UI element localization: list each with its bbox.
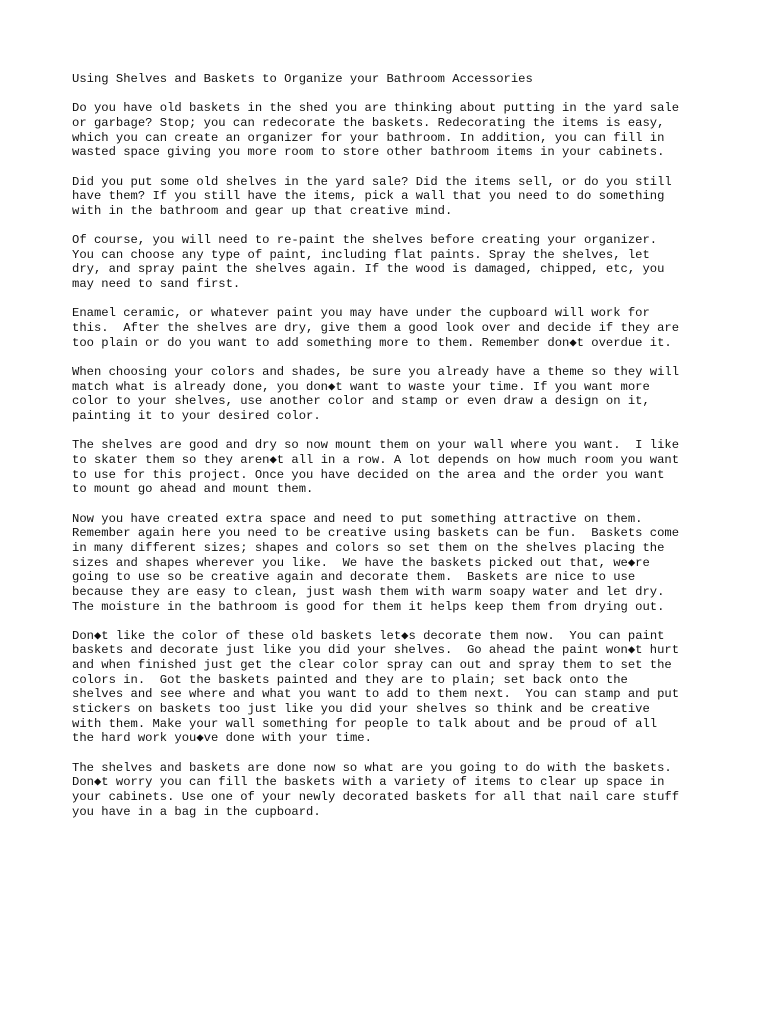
- text-line: dry, and spray paint the shelves again. If the wood is damaged, chipped, etc, you: [72, 262, 665, 277]
- text-line: you have in a bag in the cupboard.: [72, 804, 321, 819]
- text-line: Enamel ceramic, or whatever paint you may have under the cupboard will work for: [72, 306, 650, 321]
- paragraph-2: [72, 175, 712, 219]
- text-line: going to use so be creative again and decorate them. Baskets are nice to use: [72, 570, 636, 585]
- text-line: have them? If you still have the items, pick a wall that you need to do something: [72, 189, 665, 204]
- paragraph-9: [72, 761, 712, 820]
- text-line: too plain or do you want to add something more to them. Remember don◆t overdue it.: [72, 335, 672, 350]
- document-title: Using Shelves and Baskets to Organize your Bathroom Accessories: [72, 72, 533, 86]
- paragraph-8: [72, 629, 712, 746]
- text-line: Now you have created extra space and need to put something attractive on them.: [72, 511, 643, 526]
- text-line: Of course, you will need to re-paint the shelves before creating your organizer.: [72, 233, 658, 248]
- text-line: When choosing your colors and shades, be sure you already have a theme so they will: [72, 365, 680, 380]
- text-line: to skater them so they aren◆t all in a row. A lot depends on how much room you want: [72, 452, 680, 467]
- document-page: [72, 72, 712, 834]
- text-line: in many different sizes; shapes and colors so set them on the shelves placing the: [72, 540, 665, 555]
- text-line: shelves and see where and what you want to add to them next. You can stamp and put: [72, 687, 680, 702]
- text-line: Did you put some old shelves in the yard sale? Did the items sell, or do you still: [72, 174, 672, 189]
- paragraph-5: [72, 365, 712, 424]
- text-line: may need to sand first.: [72, 277, 241, 292]
- paragraph-3: [72, 233, 712, 292]
- text-line: wasted space giving you more room to store other bathroom items in your cabinets.: [72, 145, 665, 160]
- text-line: You can choose any type of paint, including flat paints. Spray the shelves, let: [72, 247, 650, 262]
- text-line: or garbage? Stop; you can redecorate the baskets. Redecorating the items is easy,: [72, 115, 665, 130]
- text-line: The moisture in the bathroom is good for them it helps keep them from drying out.: [72, 599, 665, 614]
- paragraph-6: [72, 438, 712, 497]
- paragraph-4: [72, 306, 712, 350]
- text-line: sizes and shapes wherever you like. We have the baskets picked out that, we◆re: [72, 555, 650, 570]
- text-line: and when finished just get the clear color spray can out and spray them to set the: [72, 658, 672, 673]
- text-line: which you can create an organizer for your bathroom. In addition, you can fill in: [72, 130, 665, 145]
- paragraph-1: [72, 101, 712, 160]
- text-line: this. After the shelves are dry, give them a good look over and decide if they are: [72, 321, 680, 336]
- text-line: The shelves are good and dry so now mount them on your wall where you want. I like: [72, 438, 680, 453]
- text-line: with them. Make your wall something for people to talk about and be proud of all: [72, 716, 658, 731]
- text-line: Do you have old baskets in the shed you are thinking about putting in the yard sale: [72, 101, 680, 116]
- text-line: stickers on baskets too just like you did your shelves so think and be creative: [72, 702, 650, 717]
- text-line: because they are easy to clean, just wash them with warm soapy water and let dry.: [72, 584, 665, 599]
- text-line: painting it to your desired color.: [72, 409, 321, 424]
- text-line: colors in. Got the baskets painted and they are to plain; set back onto the: [72, 672, 628, 687]
- text-line: to use for this project. Once you have decided on the area and the order you want: [72, 467, 665, 482]
- text-line: to mount go ahead and mount them.: [72, 482, 314, 497]
- text-line: baskets and decorate just like you did your shelves. Go ahead the paint won◆t hurt: [72, 643, 680, 658]
- text-line: The shelves and baskets are done now so what are you going to do with the baskets.: [72, 760, 672, 775]
- text-line: the hard work you◆ve done with your time.: [72, 731, 372, 746]
- text-line: Don◆t like the color of these old baskets let◆s decorate them now. You can paint: [72, 628, 665, 643]
- text-line: your cabinets. Use one of your newly decorated baskets for all that nail care stuff: [72, 790, 680, 805]
- paragraph-7: [72, 512, 712, 615]
- text-line: match what is already done, you don◆t want to waste your time. If you want more: [72, 379, 650, 394]
- text-line: Don◆t worry you can fill the baskets with a variety of items to clear up space in: [72, 775, 665, 790]
- text-line: color to your shelves, use another color and stamp or even draw a design on it,: [72, 394, 650, 409]
- text-line: with in the bathroom and gear up that creative mind.: [72, 203, 453, 218]
- text-line: Remember again here you need to be creative using baskets can be fun. Baskets come: [72, 526, 680, 541]
